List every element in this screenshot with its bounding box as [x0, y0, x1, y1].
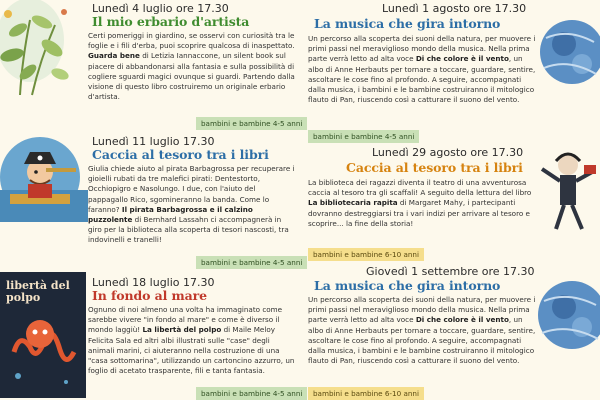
event-card-musica-2 [300, 263, 600, 400]
event-description: Ognuno di noi almeno una volta ha immaginato come sarebbe vivere "in fondo al mare" e come è diverso il mondo laggiù! La libertà del polpo di Maile Meloy Felicita Sala ed altri albi illustrati sulle "case" degli animali marini, ci aiuteranno nella costruzione di una "casa sottomarina", utilizzando un cartoncino azzurro, un foglio di acetato trasparente, fili e tanta fantasia. [88, 305, 295, 376]
event-card-caccia-biblioteca [300, 143, 600, 263]
event-card-musica-1 [300, 0, 600, 142]
event-title: Caccia al tesoro tra i libri [346, 160, 523, 175]
event-title: La musica che gira intorno [314, 16, 501, 31]
age-badge: bambini e bambine 4-5 anni [196, 387, 307, 400]
cover-title: libertà del polpo [6, 279, 70, 304]
event-date: Lunedì 18 luglio 17.30 [92, 276, 215, 289]
event-description: Giulia chiede aiuto al pirata Barbagrossa per recuperare i gioielli rubati da tre malefici pirati: Dentestorto, Occhiopigro e Nasolungo. I due, con l'aiuto del pappagallo Rico, sgomineranno la banda. Come lo faranno? Il pirata Barbagrossa e il calzino puzzolente di Bernhard Lassahn ci accompagnerà in giro per la biblioteca alla scoperta di tesori nascosti, tra indovinelli e tranelli! [88, 164, 295, 245]
age-badge: bambini e bambine 6-10 anni [308, 387, 424, 400]
event-description: Certi pomeriggi in giardino, se osservi con curiosità tra le foglie e i fili d'erba, puoi scoprire qualcosa di inaspettato. Guarda bene di Letizia Iannaccone, un silent book sul piacere di abbandonarsi alla fantasia e sulla possibilità di cogliere sguardi magici ovunque si guardi. Partendo dalla visione di questo libro costruiremo un originale erbario d'artista. [88, 31, 295, 102]
event-date: Lunedì 1 agosto ore 17.30 [382, 2, 527, 15]
event-card-fondo-mare [0, 272, 303, 400]
event-date: Lunedì 4 luglio ore 17.30 [92, 2, 229, 15]
age-badge: bambini e bambine 4-5 anni [196, 117, 307, 130]
age-badge: bambini e bambine 4-5 anni [196, 256, 307, 269]
event-card-erbario [0, 0, 303, 130]
event-title: Il mio erbario d'artista [92, 14, 250, 29]
event-title: Caccia al tesoro tra i libri [92, 147, 269, 162]
event-description: Un percorso alla scoperta dei suoni della natura, per muovere i primi passi nel meraviglioso mondo della musica. Nella prima parte verrà letto ad alta voce Di che colore è il vento, un albo di Anne Herbauts per tornare a toccare, guardare, sentire, ascoltare le cose fino al profondo. A seguire, accompagnati dalla musica, i bambini e le bambine costruiranno il mitologico flauto di Pan, riuscendo così a catturare il suono del vento. [308, 34, 536, 105]
event-date: Giovedì 1 settembre ore 17.30 [366, 265, 535, 278]
event-description: La biblioteca dei ragazzi diventa il teatro di una avventurosa caccia al tesoro tra gli scaffali! A seguito della lettura del libro La bibliotecaria rapita di Margaret Mahy, i partecipanti dovranno destreggiarsi tra i vari indizi per arrivare al tesoro e scoprire... la fine della storia! [308, 178, 532, 228]
event-title: In fondo al mare [92, 288, 207, 303]
event-card-caccia-pirata [0, 132, 303, 270]
event-date: Lunedì 29 agosto ore 17.30 [372, 146, 524, 159]
age-badge: bambini e bambine 6-10 anni [308, 248, 424, 261]
event-date: Lunedì 11 luglio 17.30 [92, 135, 215, 148]
age-badge: bambini e bambine 4-5 anni [308, 130, 419, 143]
right-column [300, 0, 600, 400]
event-description: Un percorso alla scoperta dei suoni della natura, per muovere i primi passi nel meraviglioso mondo della musica. Nella prima parte verrà letto ad alta voce Di che colore è il vento, un albo di Anne Herbauts per tornare a toccare, guardare, sentire, ascoltare le cose fino al profondo. A seguire, accompagnati dalla musica, i bambini e le bambine costruiranno il mitologico flauto di Pan, riuscendo così a catturare il suono del vento. [308, 295, 536, 366]
event-title: La musica che gira intorno [314, 278, 501, 293]
